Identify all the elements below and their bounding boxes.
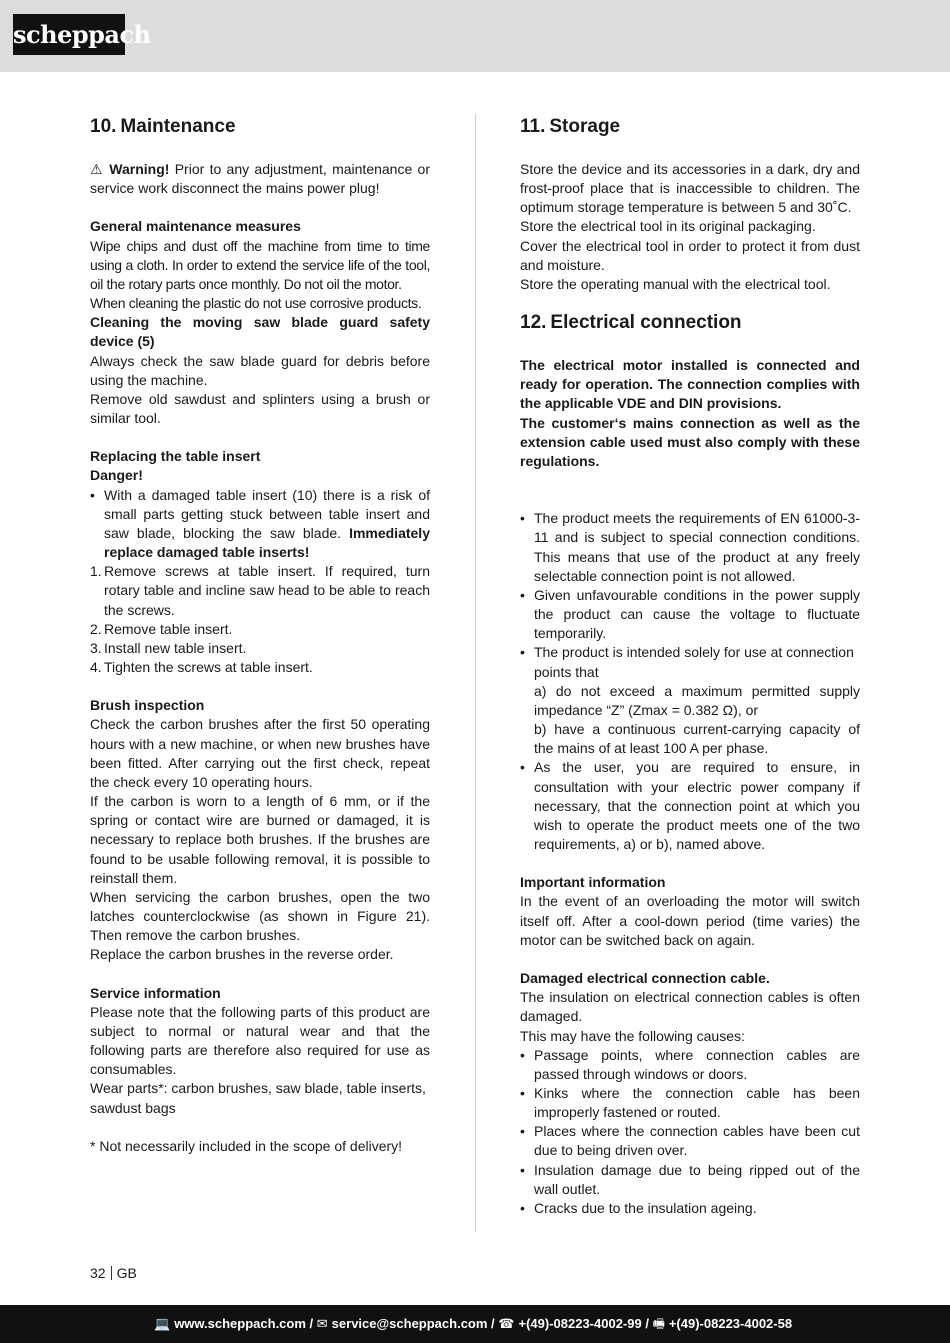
step-text: Remove table insert. <box>104 620 233 637</box>
general-maintenance-text: Wipe chips and dust off the machine from time to time using a cloth. In order to extend the service life of the tool, oil the rotary parts once monthly. Do not oil the motor. <box>90 237 430 292</box>
warning-text: Prior to any adjustment, maintenance or service work disconnect the mains power plug! <box>90 161 431 197</box>
general-maintenance-heading: General maintenance measures <box>90 218 301 235</box>
important-information-text: In the event of an overloading the motor will switch itself off. After a cool-down period (time varies) the motor can be switched back on again. <box>520 893 860 948</box>
list-item-text: With a damaged table insert (10) there is a risk of small parts getting stuck between table insert and saw blade, blocking the saw blade. <box>104 486 430 541</box>
footer-email: service@scheppach.com <box>331 1316 488 1331</box>
list-item-emphasis: Immediately replace damaged table inserts! <box>104 524 430 561</box>
damaged-cable-causes-list <box>520 1046 860 1218</box>
table-insert-warning-list <box>90 486 430 563</box>
footnote: * Not necessarily included in the scope of delivery! <box>90 1137 403 1154</box>
footer-phone: +(49)-08223-4002-99 <box>518 1316 642 1331</box>
right-column <box>520 114 860 1218</box>
step-item <box>90 562 430 619</box>
electrical-intro-2: The customer‘s mains connection as well as the extension cable used must also comply with these regulations. <box>520 414 860 469</box>
list-item <box>520 758 860 854</box>
step-number: 4. <box>90 659 102 676</box>
brand-logo: scheppach <box>13 14 125 55</box>
page-header <box>0 0 950 72</box>
page-language: GB <box>116 1265 137 1281</box>
footer-separator: / <box>641 1316 653 1331</box>
damaged-cable-text-2: This may have the following causes: <box>520 1027 745 1044</box>
section-title-text: Electrical connection <box>550 312 742 334</box>
list-item-subtext-b: b) have a continuous current-carrying capacity of the mains of at least 100 A per phase. <box>534 721 860 757</box>
brush-inspection-text-2: If the carbon is worn to a length of 6 mm, or if the spring or contact wire are burned or damaged, it is necessary to replace both brushes. If the brushes are found to be usable following removal, it is possible to reinstall them. <box>90 793 430 886</box>
step-number: 3. <box>90 639 102 656</box>
danger-label: Danger! <box>90 467 143 484</box>
step-number: 1. <box>90 563 102 580</box>
section-title-text: Maintenance <box>120 116 236 137</box>
footer-website: www.scheppach.com <box>174 1316 306 1331</box>
computer-icon: 💻 <box>154 1316 171 1331</box>
fax-icon: 🖷 <box>652 1316 665 1331</box>
list-item <box>90 486 430 563</box>
service-information-heading: Service information <box>90 984 221 1001</box>
step-text: Remove screws at table insert. If required, turn rotary table and incline saw head to be able to reach the screws. <box>104 563 430 618</box>
list-item <box>520 509 860 586</box>
damaged-cable-heading: Damaged electrical connection cable. <box>520 970 770 987</box>
phone-icon: ☎ <box>498 1316 515 1331</box>
list-item-text: Given unfavourable conditions in the power supply the product can cause the voltage to fluctuate temporarily. <box>534 586 860 642</box>
step-item <box>90 658 430 677</box>
left-column <box>90 114 430 1156</box>
list-item-text: Kinks where the connection cable has been improperly fastened or routed. <box>534 1084 860 1121</box>
step-item <box>90 620 430 639</box>
list-item-text: Insulation damage due to being ripped out of the wall outlet. <box>534 1161 860 1197</box>
section-number: 10. <box>90 116 117 137</box>
column-divider <box>475 114 476 1232</box>
footer-separator: / <box>487 1316 499 1331</box>
section-title-storage <box>520 114 860 140</box>
service-information-text-2: Wear parts*: carbon brushes, saw blade, table inserts, sawdust bags <box>90 1080 426 1116</box>
list-item <box>520 643 860 758</box>
storage-text-3: Cover the electrical tool in order to protect it from dust and moisture. <box>520 237 860 273</box>
mail-icon: ✉ <box>316 1316 328 1331</box>
brush-inspection-heading: Brush inspection <box>90 697 205 714</box>
important-information-heading: Important information <box>520 874 666 891</box>
list-item <box>520 1046 860 1084</box>
list-item-text: As the user, you are required to ensure, in consultation with your electric power company if necessary, that the connection point at which you wish to operate the product meets one of the two requirements, a) or b), named above. <box>534 759 860 852</box>
page-footer <box>0 1305 950 1343</box>
step-text: Install new table insert. <box>104 639 247 656</box>
damaged-cable-text-1: The insulation on electrical connection cables is often damaged. <box>520 989 860 1025</box>
step-text: Tighten the screws at table insert. <box>104 659 313 676</box>
section-number: 12. <box>520 312 547 334</box>
warning-label: Warning! <box>109 161 170 177</box>
storage-text-2: Store the electrical tool in its original packaging. <box>520 218 816 235</box>
list-item-text: • The product is intended solely for use at connection points that <box>534 644 854 680</box>
table-insert-steps <box>90 562 430 677</box>
list-item-text: The product meets the requirements of EN 61000-3-11 and is subject to special connection conditions. This means that use of the product at any freely selectable connection point is not allowed. <box>534 510 860 584</box>
plastic-cleaning-text: When cleaning the plastic do not use corrosive products. <box>90 295 422 312</box>
service-information-text-1: Please note that the following parts of this product are subject to normal or natural wear and that the following parts are therefore also required for use as consumables. <box>90 1003 430 1078</box>
page-number-separator <box>111 1266 112 1280</box>
brush-inspection-text-4: Replace the carbon brushes in the reverse order. <box>90 946 394 963</box>
electrical-intro-1: The electrical motor installed is connected and ready for operation. The connection complies with the applicable VDE and DIN provisions. <box>520 357 860 412</box>
section-title-maintenance <box>90 114 430 140</box>
section-number: 11. <box>520 116 546 137</box>
list-item <box>520 1199 860 1218</box>
list-item <box>520 1084 860 1122</box>
step-number: 2. <box>90 620 102 637</box>
storage-text-1: Store the device and its accessories in a dark, dry and frost-proof place that is inaccessible to children. The optimum storage temperature is between 5 and 30˚C. <box>520 161 860 216</box>
warning-triangle-icon: ⚠ <box>90 161 104 177</box>
brush-inspection-text-3: When servicing the carbon brushes, open the two latches counterclockwise (as shown in Figure 21). Then remove the carbon brushes. <box>90 888 430 944</box>
warning-paragraph <box>90 160 430 198</box>
list-item-text: Places where the connection cables have been cut due to being driven over. <box>534 1123 860 1159</box>
list-item <box>520 1161 860 1199</box>
footer-fax: +(49)-08223-4002-58 <box>668 1316 793 1331</box>
list-item <box>520 1122 860 1160</box>
brush-inspection-text-1: Check the carbon brushes after the first 50 operating hours with a new machine, or when new brushes have been fitted. After carrying out the first check, repeat the check every 10 operating hours. <box>90 716 430 790</box>
list-item-text: Passage points, where connection cables are passed through windows or doors. <box>534 1046 860 1082</box>
electrical-requirements-list <box>520 509 860 854</box>
list-item <box>520 586 860 643</box>
section-title-text: Storage <box>549 116 621 137</box>
list-item-subtext-a: a) do not exceed a maximum permitted supply impedance “Z” (Zmax = 0.382 Ω), or <box>534 682 860 718</box>
step-item <box>90 639 430 658</box>
guard-cleaning-heading: Cleaning the moving saw blade guard safety device (5) <box>90 314 430 350</box>
page-number <box>90 1264 137 1283</box>
storage-text-4: Store the operating manual with the electrical tool. <box>520 275 831 292</box>
list-item-text: Cracks due to the insulation ageing. <box>534 1199 757 1216</box>
page-number-value: 32 <box>90 1265 106 1281</box>
footer-separator: / <box>305 1316 317 1331</box>
guard-cleaning-text-2: Remove old sawdust and splinters using a brush or similar tool. <box>90 390 430 427</box>
section-title-electrical <box>520 310 860 336</box>
footer-contact-line <box>154 1305 792 1343</box>
table-insert-heading: Replacing the table insert <box>90 448 261 465</box>
guard-cleaning-text-1: Always check the saw blade guard for debris before using the machine. <box>90 352 430 388</box>
